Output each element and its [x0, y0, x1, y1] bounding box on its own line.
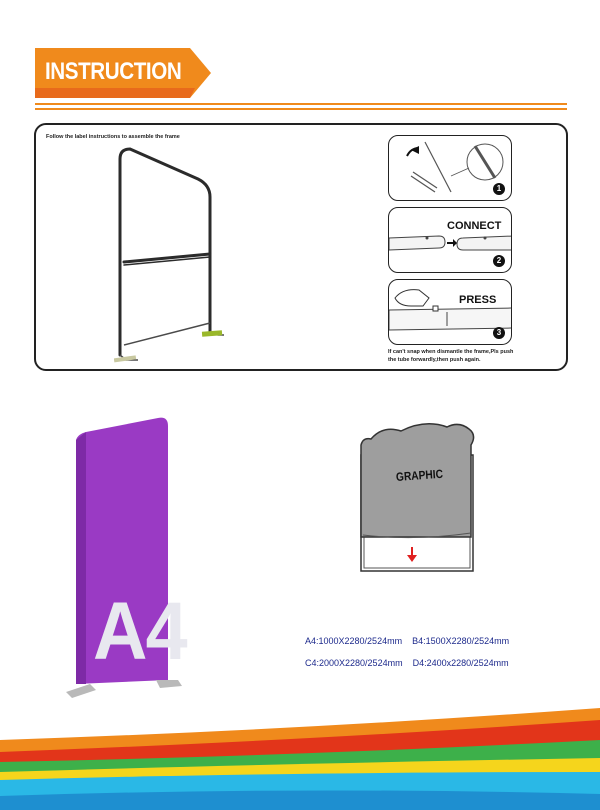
spec-d4: D4:2400x2280/2524mm: [412, 658, 509, 668]
step-number-1: 1: [493, 183, 505, 195]
standee-model-letters: A4: [93, 586, 186, 677]
step-3-card: [388, 279, 512, 345]
assembly-note: Follow the label instructions to assemble the frame: [46, 134, 180, 140]
instruction-banner: [35, 48, 211, 98]
spec-a4: A4:1000X2280/2524mm: [305, 636, 403, 646]
spec-row: [305, 658, 565, 668]
frame-drawing: [114, 145, 224, 365]
step-3-label: PRESS: [459, 294, 497, 306]
header-rule-top: [35, 103, 567, 105]
step-1-card: [388, 135, 512, 201]
spec-row: [305, 636, 565, 646]
spec-b4: B4:1500X2280/2524mm: [412, 636, 510, 646]
spec-c4: C4:2000X2280/2524mm: [305, 658, 403, 668]
page-title: INSTRUCTION: [45, 58, 182, 85]
step-number-2: 2: [493, 255, 505, 267]
step-2-card: [388, 207, 512, 273]
header-rule-bottom: [35, 108, 567, 110]
dismantle-warning: If can't snap when dismantle the frame,Pls push the tube forwardly,then push again.: [388, 349, 514, 363]
graphic-insert-diagram: [355, 415, 480, 575]
size-specs: [305, 636, 565, 680]
step-number-3: 3: [493, 327, 505, 339]
assembly-panel: [34, 123, 568, 371]
graphic-label: GRAPHIC: [395, 466, 444, 484]
footer-color-waves: [0, 700, 600, 810]
step-2-label: CONNECT: [447, 220, 502, 232]
